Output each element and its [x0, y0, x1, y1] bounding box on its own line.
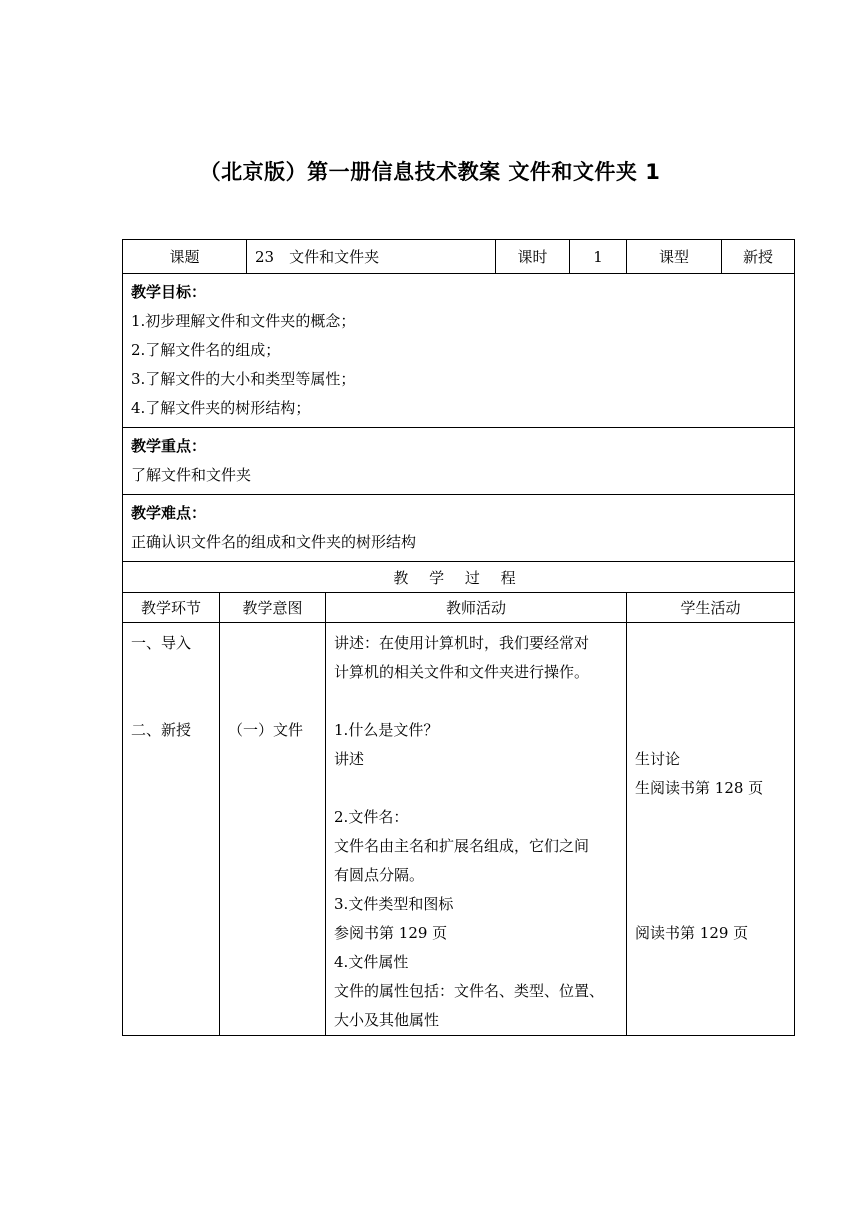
intent-item [228, 629, 317, 658]
topic-label: 课题 [123, 240, 247, 274]
teacher-line [334, 687, 618, 716]
student-line [635, 716, 786, 745]
type-label: 课型 [627, 240, 722, 274]
student-line [635, 890, 786, 919]
stage-item: 一、导入 [131, 634, 192, 652]
teacher-line: 1.什么是文件？ [334, 721, 439, 739]
student-line: 生阅读书第 128 页 [635, 779, 764, 797]
teacher-line: 3.文件类型和图标 [334, 895, 454, 913]
difficulties-label: 教学难点： [131, 504, 207, 522]
student-line [635, 803, 786, 832]
teacher-line: 文件名由主名和扩展名组成，它们之间 [334, 837, 590, 855]
difficulties-row [123, 495, 795, 562]
key-points-text: 了解文件和文件夹 [131, 466, 252, 484]
student-activity-cell [627, 623, 795, 1036]
process-title-row [123, 562, 795, 593]
student-line [635, 658, 786, 687]
goal-item: 2.了解文件名的组成； [131, 341, 281, 359]
period-label: 课时 [496, 240, 570, 274]
intent-item [228, 658, 317, 687]
teacher-line: 参阅书第 129 页 [334, 924, 448, 942]
teacher-line: 2.文件名： [334, 808, 409, 826]
student-line [635, 687, 786, 716]
document-title: （北京版）第一册信息技术教案 文件和文件夹 1 [199, 160, 661, 184]
period-value: 1 [570, 240, 627, 274]
intent-item [228, 687, 317, 716]
teacher-line: 文件的属性包括：文件名、类型、位置、 [334, 982, 605, 1000]
teacher-line: 讲述 [334, 750, 365, 768]
difficulties-cell [123, 495, 795, 562]
difficulties-text: 正确认识文件名的组成和文件夹的树形结构 [131, 533, 417, 551]
process-title: 教 学 过 程 [123, 562, 795, 593]
process-header-row [123, 593, 795, 623]
col-header-stage: 教学环节 [123, 593, 220, 623]
student-line [635, 832, 786, 861]
col-header-student: 学生活动 [627, 593, 795, 623]
teacher-line [334, 774, 618, 803]
lesson-plan-table [122, 239, 795, 1036]
teacher-activity-cell [326, 623, 627, 1036]
topic-value: 23 文件和文件夹 [247, 240, 496, 274]
col-header-teacher: 教师活动 [326, 593, 627, 623]
goals-cell [123, 274, 795, 428]
process-body-row [123, 623, 795, 1036]
header-row [123, 240, 795, 274]
teacher-line: 有圆点分隔。 [334, 866, 425, 884]
teacher-line: 计算机的相关文件和文件夹进行操作。 [334, 663, 590, 681]
student-line [635, 629, 786, 658]
stage-item [131, 658, 211, 687]
student-line: 生讨论 [635, 750, 681, 768]
key-points-label: 教学重点： [131, 437, 207, 455]
stage-item [131, 687, 211, 716]
student-line [635, 861, 786, 890]
goals-row [123, 274, 795, 428]
key-points-cell [123, 428, 795, 495]
goal-item: 4.了解文件夹的树形结构； [131, 399, 311, 417]
goals-label: 教学目标： [131, 283, 207, 301]
teacher-line: 讲述：在使用计算机时，我们要经常对 [334, 634, 590, 652]
stage-item: 二、新授 [131, 721, 192, 739]
key-points-row [123, 428, 795, 495]
col-header-intent: 教学意图 [220, 593, 326, 623]
teacher-line: 大小及其他属性 [334, 1011, 440, 1029]
teacher-line: 4.文件属性 [334, 953, 409, 971]
goal-item: 1.初步理解文件和文件夹的概念； [131, 312, 356, 330]
student-line: 阅读书第 129 页 [635, 924, 749, 942]
intent-cell [220, 623, 326, 1036]
stage-cell [123, 623, 220, 1036]
type-value: 新授 [722, 240, 795, 274]
goal-item: 3.了解文件的大小和类型等属性； [131, 370, 356, 388]
intent-item: （一）文件 [228, 721, 304, 739]
